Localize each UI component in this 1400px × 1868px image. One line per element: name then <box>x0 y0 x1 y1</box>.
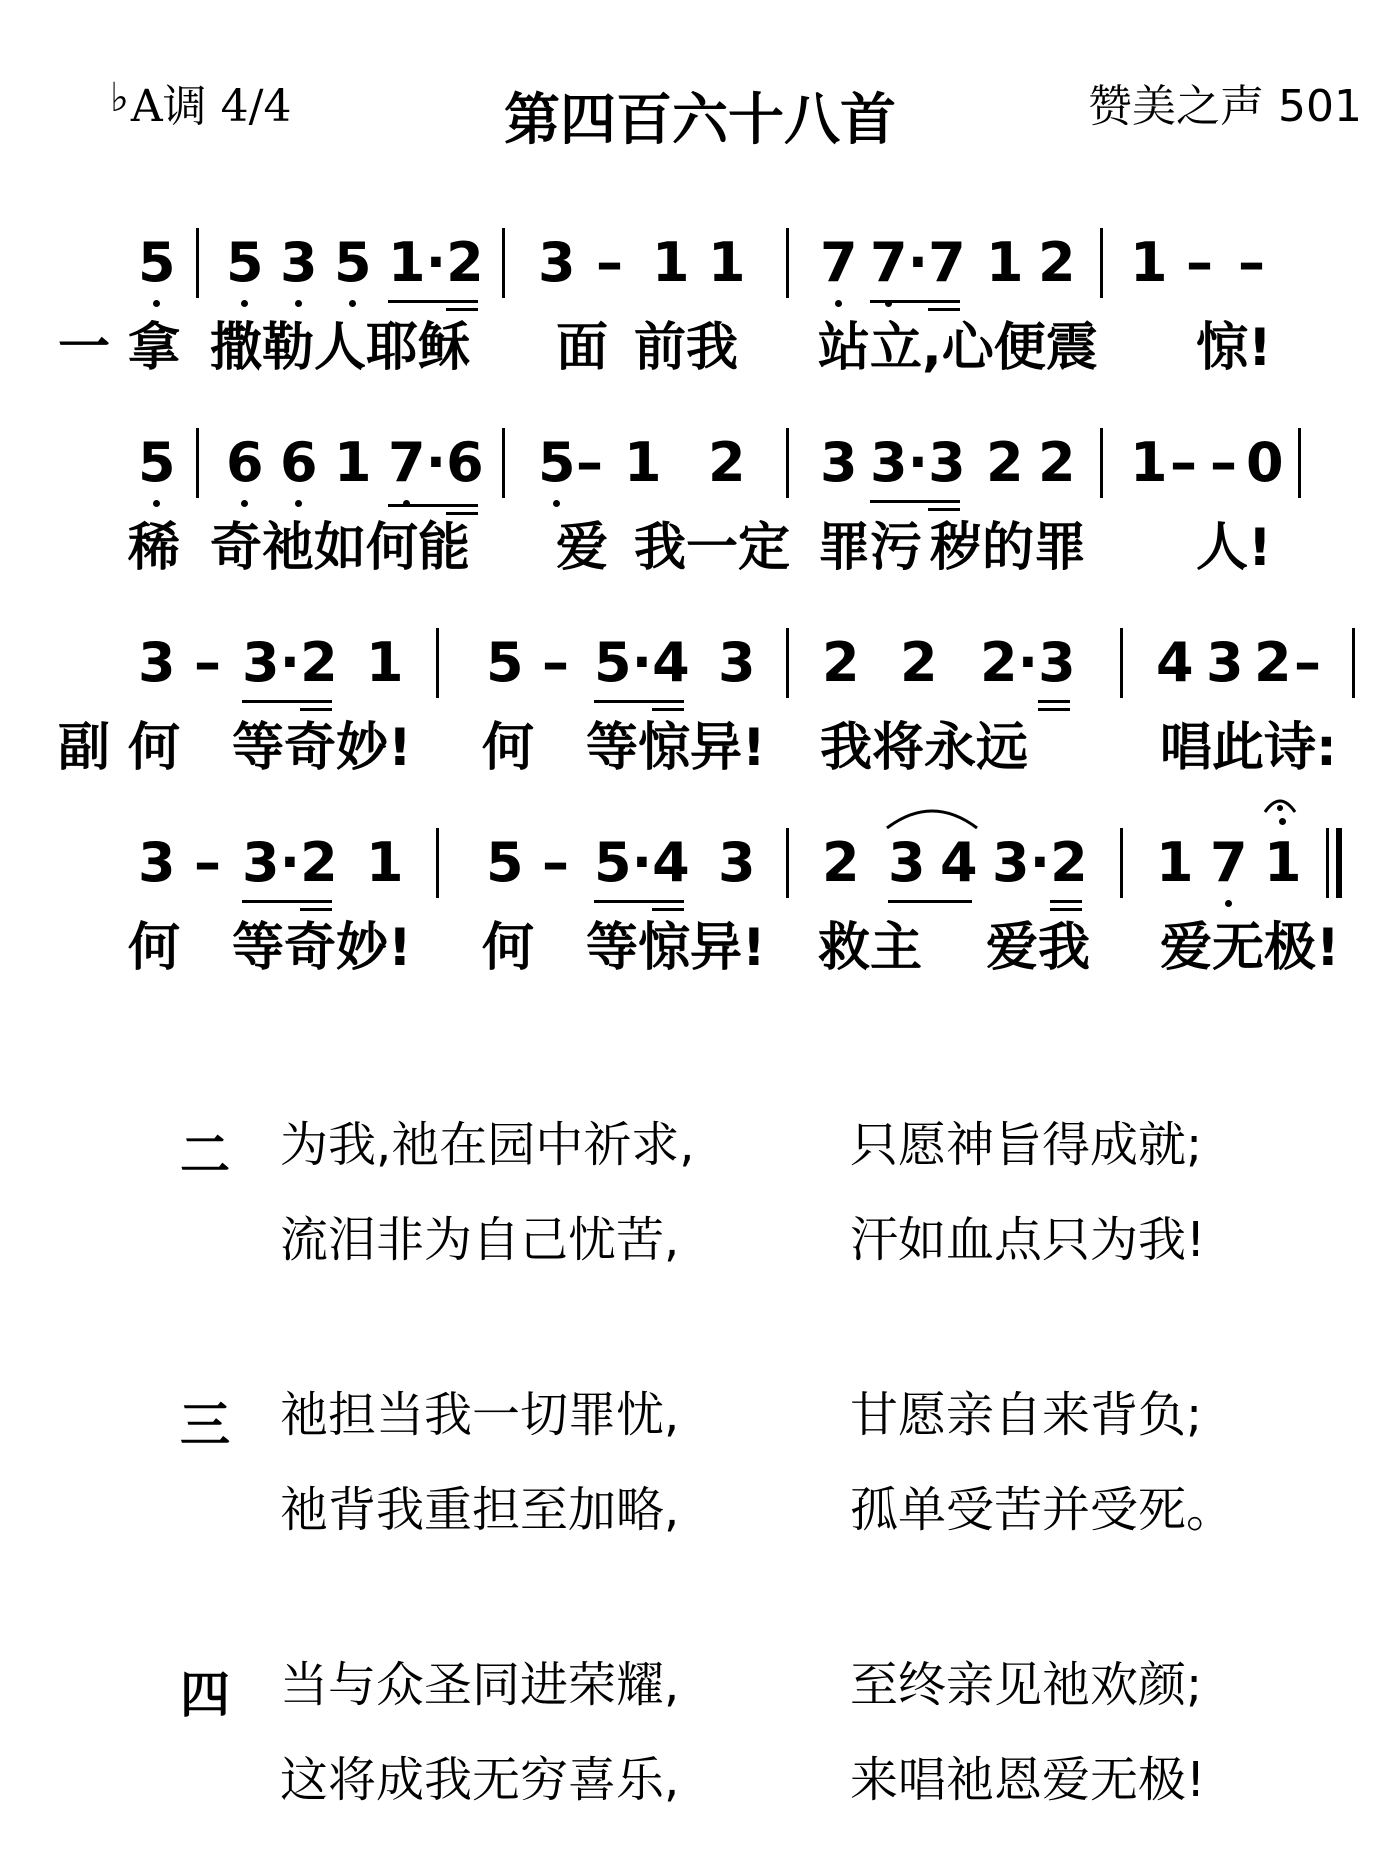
verse-line: 为我,祂在园中祈求, <box>280 1117 695 1173</box>
verse-line: 至终亲见祂欢颜; <box>850 1657 1203 1713</box>
key-text: A调 4/4 <box>130 81 292 132</box>
verse-line: 孤单受苦并受死。 <box>850 1482 1235 1538</box>
verse-line: 祂担当我一切罪忧, <box>280 1387 680 1443</box>
verse-line: 甘愿亲自来背负; <box>850 1387 1203 1443</box>
lyric-line-4: 何 等奇妙! 何 等惊异! 救主 爱我 爱无极! <box>128 918 1340 978</box>
refrain-marker: 副 <box>58 718 111 778</box>
verse-line: 流泪非为自己忧苦, <box>280 1212 680 1268</box>
hymn-source: 赞美之声 501 <box>1088 81 1362 132</box>
verse-marker: 一 <box>58 318 111 378</box>
fermata-icon <box>1262 794 1298 814</box>
verse-line: 祂背我重担至加略, <box>280 1482 680 1538</box>
score-line-3: 3 – 3·2 1 5 – 5·4 3 2 2 2·3 4 3 2 – <box>0 628 1400 718</box>
verse-number: 四 <box>180 1666 230 1724</box>
verse-number: 二 <box>180 1126 230 1184</box>
verse-line: 当与众圣同进荣耀, <box>280 1657 680 1713</box>
verse-line: 汗如血点只为我! <box>850 1212 1206 1268</box>
slur-icon <box>882 800 982 830</box>
verse-number: 三 <box>180 1396 230 1454</box>
lyric-line-1: 一 拿 撒勒人耶稣 面 前我 站立,心便震 惊! <box>58 318 1272 378</box>
hymn-title: 第四百六十八首 <box>504 88 896 153</box>
verse-line: 来唱祂恩爱无极! <box>850 1752 1206 1808</box>
flat-sign: ♭ <box>110 75 129 121</box>
verse-line: 这将成我无穷喜乐, <box>280 1752 680 1808</box>
score-line-4: 3 – 3·2 1 5 – 5·4 3 2 3 4 3·2 1 7 1 <box>0 828 1400 918</box>
lyric-line-3: 副 何 等奇妙! 何 等惊异! 我将永远 唱此诗: <box>58 718 1337 778</box>
score-line-1: 5 5 3 5 1·2 3 – 1 1 7 7·7 1 2 1 – – <box>0 228 1400 318</box>
verse-line: 只愿神旨得成就; <box>850 1117 1203 1173</box>
lyric-line-2: 稀 奇祂如何能 爱 我一定 罪污 秽的罪 人! <box>128 518 1272 578</box>
score-line-2: 5 6 6 1 7·6 5 – 1 2 3 3·3 2 2 1 – – 0 <box>0 428 1400 518</box>
